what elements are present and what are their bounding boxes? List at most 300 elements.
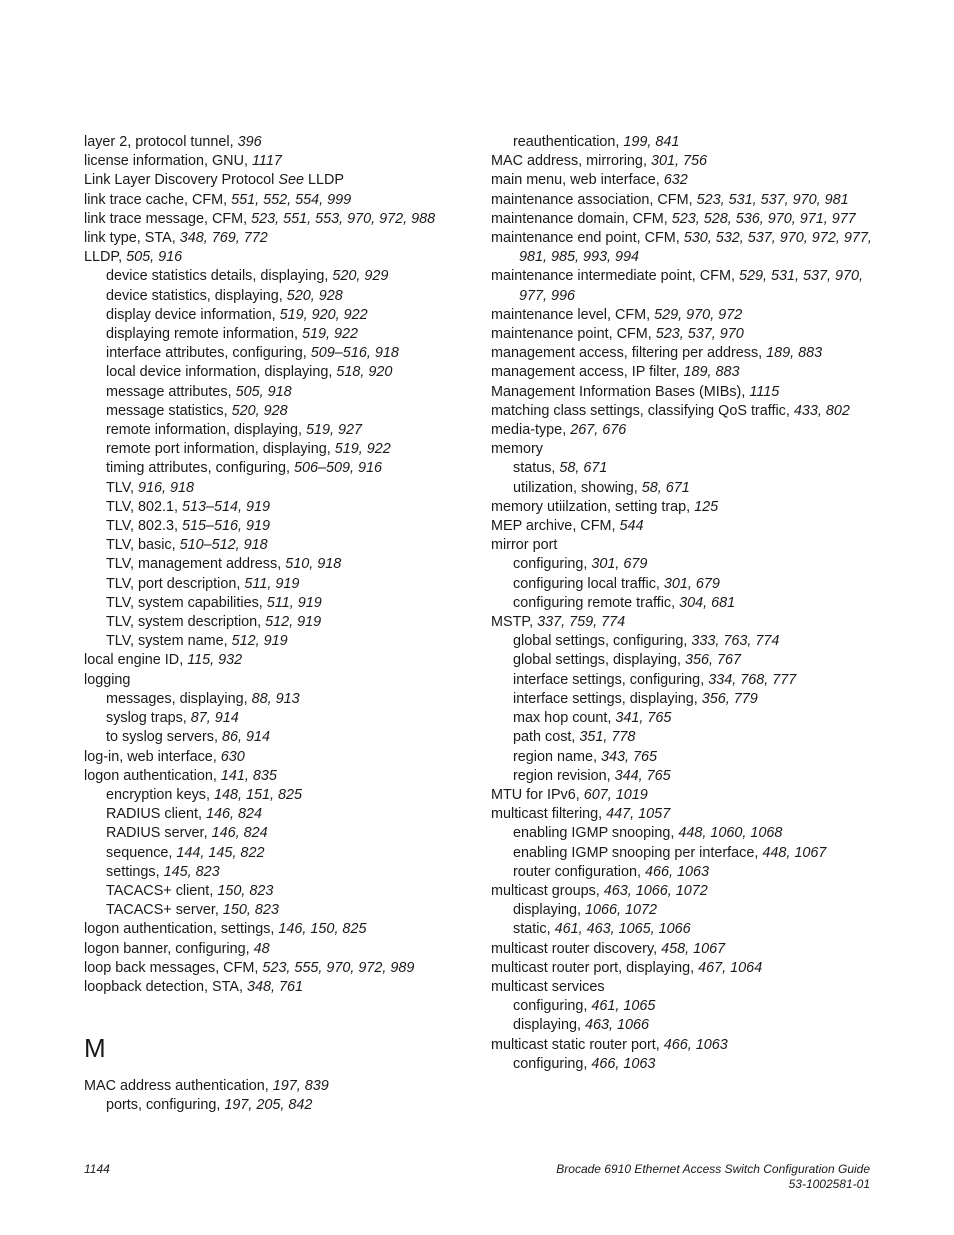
index-subentry (84, 363, 504, 382)
page-references: 511, 919 (244, 575, 300, 592)
page-references: 356, 767 (685, 652, 742, 669)
index-separator: , (670, 825, 675, 842)
index-subentry (84, 383, 504, 402)
index-term: to syslog servers (106, 729, 214, 746)
index-entry (491, 306, 891, 325)
index-subentry (491, 632, 891, 651)
index-term: configuring (513, 556, 584, 573)
index-separator: , (615, 134, 620, 150)
index-separator: , (683, 633, 688, 650)
index-entry (84, 1077, 504, 1096)
index-entry (491, 882, 891, 901)
index-term: TLV, system name (106, 633, 224, 650)
index-term: remote port information, displaying (106, 441, 327, 458)
page-references: 144, 145, 822 (176, 844, 265, 861)
page-references: 58, 671 (559, 460, 608, 477)
index-separator: , (690, 959, 695, 976)
index-entry (491, 1036, 891, 1055)
index-subentry (491, 479, 891, 498)
index-subentry (491, 863, 891, 882)
page-references: 463, 1066 (585, 1017, 650, 1034)
page-references: 343, 765 (601, 748, 658, 765)
index-separator: , (583, 998, 588, 1015)
page-references: 301, 679 (591, 556, 648, 573)
page-references: 146, 824 (211, 825, 268, 842)
page-references: 515–516, 919 (182, 518, 271, 535)
index-entry (491, 805, 891, 824)
index-subentry (84, 555, 504, 574)
index-separator: , (238, 978, 243, 995)
index-subentry (491, 133, 891, 152)
index-separator: , (551, 460, 556, 477)
page-references: 529, 970, 972 (654, 306, 743, 323)
page-references: 523, 555, 970, 972, 989 (262, 959, 415, 976)
page-references: 301, 756 (650, 153, 707, 170)
index-separator: , (243, 153, 248, 170)
page-references: 505, 916 (126, 249, 183, 266)
index-separator: , (174, 518, 179, 535)
index-separator: , (663, 210, 668, 227)
index-subentry (491, 844, 891, 863)
index-separator: , (258, 594, 263, 611)
page-references: 523, 531, 537, 970, 981 (696, 191, 849, 208)
index-subentry (84, 594, 504, 613)
index-separator: , (754, 844, 759, 861)
index-entry (491, 786, 891, 805)
index-term: path cost (513, 729, 572, 746)
page-references: 519, 922 (301, 326, 359, 343)
page-references: 267, 676 (570, 422, 627, 439)
index-term: displaying (513, 1017, 577, 1034)
index-entry (84, 191, 504, 210)
index-term: maintenance point, CFM (491, 326, 648, 343)
index-term: logging (84, 671, 131, 688)
index-separator: , (205, 786, 210, 803)
index-term: device statistics, displaying (106, 287, 279, 304)
index-subentry (491, 901, 891, 920)
index-separator: , (328, 364, 333, 381)
page-references: 304, 681 (679, 594, 736, 611)
document-title: Brocade 6910 Ethernet Access Switch Configuration Guide (556, 1162, 870, 1176)
page-references: 520, 928 (286, 287, 343, 304)
index-separator: , (236, 575, 241, 592)
index-separator: , (577, 1017, 581, 1034)
index-subentry (491, 651, 891, 670)
index-entry (84, 959, 504, 978)
index-subentry (84, 575, 504, 594)
page-references: 512, 919 (231, 633, 288, 650)
page-references: 189, 883 (766, 345, 823, 362)
page-references: 519, 927 (305, 422, 363, 439)
page-references: 145, 823 (163, 863, 220, 880)
index-separator: , (655, 575, 660, 592)
index-entry (491, 536, 891, 555)
index-separator: , (637, 863, 641, 880)
index-separator: , (155, 863, 160, 880)
page-references: 509–516, 918 (310, 345, 399, 362)
index-entry (84, 651, 504, 670)
index-separator: , (571, 729, 576, 746)
index-term: multicast groups (491, 882, 596, 899)
page-references: 518, 920 (336, 364, 393, 381)
index-entry (491, 421, 891, 440)
page-references: 513–514, 919 (182, 498, 271, 515)
index-term: link trace message, CFM (84, 210, 244, 227)
index-subentry (84, 306, 504, 325)
page-references: 146, 824 (205, 806, 262, 823)
page-references: 630 (220, 748, 245, 765)
index-term: MSTP (491, 614, 530, 631)
page-references: 396 (237, 134, 262, 150)
page-references: 523, 528, 536, 970, 971, 977 (671, 210, 856, 227)
index-term: displaying remote information (106, 326, 294, 343)
index-separator: , (593, 748, 597, 765)
index-entry (491, 267, 891, 305)
index-entry (491, 440, 891, 459)
page-references: 341, 765 (615, 710, 672, 727)
index-term: TACACS+ client (106, 882, 210, 899)
index-separator: , (171, 230, 176, 247)
page-references: 86, 914 (221, 729, 270, 746)
index-term: enabling IGMP snooping (513, 825, 671, 842)
index-term: TLV, management address (106, 556, 278, 573)
document-footer (556, 1162, 870, 1192)
index-subentry (491, 459, 891, 478)
page-references: 510, 918 (285, 556, 342, 573)
page-references: 150, 823 (222, 902, 279, 919)
index-subentry (84, 325, 504, 344)
index-separator: , (529, 614, 534, 631)
index-term: multicast router port, displaying (491, 959, 691, 976)
index-separator: , (264, 1078, 269, 1095)
page-references: 505, 918 (235, 383, 292, 400)
index-subentry (491, 728, 891, 747)
index-term: maintenance association, CFM (491, 191, 689, 208)
index-separator: , (598, 806, 603, 823)
page-references: 141, 835 (220, 767, 277, 784)
index-term: multicast router discovery (491, 940, 654, 957)
index-separator: , (583, 556, 588, 573)
index-separator: , (174, 498, 179, 515)
index-subentry (84, 786, 504, 805)
index-term: MEP archive, CFM (491, 518, 612, 535)
page-references: 197, 839 (272, 1078, 329, 1095)
index-subentry (84, 613, 504, 632)
index-entry (491, 363, 891, 382)
index-term: MAC address, mirroring (491, 153, 643, 170)
index-separator: , (326, 441, 331, 458)
index-term: local engine ID (84, 652, 180, 669)
index-separator: , (653, 940, 658, 957)
index-subentry (491, 575, 891, 594)
index-separator: , (245, 940, 250, 957)
index-term: loopback detection, STA (84, 978, 239, 995)
index-term: MTU for IPv6 (491, 786, 576, 803)
index-term: log-in, web interface (84, 748, 213, 765)
index-term: message attributes (106, 383, 228, 400)
index-letter-heading: M (84, 1033, 106, 1064)
index-separator: , (647, 326, 652, 343)
index-entry (84, 171, 504, 190)
index-separator: , (611, 518, 616, 535)
page-number-text: 1144 (84, 1162, 110, 1176)
index-separator: , (285, 460, 290, 477)
page-references: 1117 (251, 153, 282, 170)
index-separator: , (257, 614, 262, 631)
index-subentry (84, 709, 504, 728)
index-term: TLV, system capabilities (106, 594, 259, 611)
index-separator: , (213, 729, 218, 746)
index-term: configuring (513, 998, 584, 1015)
index-entry (491, 402, 891, 421)
index-subentry (84, 805, 504, 824)
index-term: RADIUS client (106, 806, 198, 823)
index-entry (84, 671, 504, 690)
page-references: 348, 761 (246, 978, 303, 995)
index-entry (491, 325, 891, 344)
index-entry (84, 152, 504, 171)
index-subentry (84, 690, 504, 709)
index-separator: , (741, 383, 746, 400)
index-term: memory utiilzation, setting trap (491, 498, 687, 515)
page-references: 607, 1019 (583, 786, 648, 803)
index-subentry (84, 901, 504, 920)
index-subentry (84, 863, 504, 882)
page-references: 58, 671 (641, 479, 690, 496)
index-term: status (513, 460, 552, 477)
index-separator: , (223, 633, 228, 650)
index-term: region name (513, 748, 593, 765)
page-references: 512, 919 (265, 614, 322, 631)
index-entry (84, 978, 504, 997)
index-term: memory (491, 441, 543, 458)
index-term: TACACS+ server (106, 902, 215, 919)
index-separator: , (130, 479, 135, 496)
page-references: 448, 1060, 1068 (678, 825, 783, 842)
document-number: 53-1002581-01 (788, 1177, 870, 1191)
index-term: TLV, 802.3 (106, 518, 175, 535)
page-references: 544 (619, 518, 644, 535)
index-separator: , (562, 422, 567, 439)
index-term: TLV, basic (106, 537, 172, 554)
index-term: management access, filtering per address (491, 345, 759, 362)
index-entry (84, 748, 504, 767)
index-term: TLV, system description (106, 614, 258, 631)
index-term: interface attributes, configuring (106, 345, 303, 362)
index-term: TLV, 802.1 (106, 498, 175, 515)
index-separator: , (575, 786, 580, 803)
index-term: logon authentication (84, 767, 213, 784)
page-references: 463, 1066, 1072 (603, 882, 708, 899)
page-references: 448, 1067 (762, 844, 827, 861)
index-separator: , (212, 767, 217, 784)
page-references: 519, 920, 922 (279, 306, 368, 323)
page-references: 916, 918 (138, 479, 195, 496)
index-subentry (491, 1055, 891, 1074)
index-term: multicast filtering (491, 806, 599, 823)
index-separator: , (655, 1036, 660, 1053)
index-separator: , (675, 364, 680, 381)
index-separator: , (633, 479, 638, 496)
index-term: settings (106, 863, 156, 880)
index-term: configuring local traffic (513, 575, 656, 592)
index-term: global settings, displaying (513, 652, 677, 669)
index-term: LLDP (84, 249, 119, 266)
index-subentry (491, 824, 891, 843)
index-term: sequence (106, 844, 169, 861)
index-separator: , (223, 191, 228, 208)
index-term: main menu, web interface (491, 172, 656, 189)
page-references: 461, 463, 1065, 1066 (554, 921, 691, 938)
index-separator: , (197, 806, 202, 823)
index-entry (491, 517, 891, 536)
index-entry (491, 210, 891, 229)
index-separator: , (270, 921, 275, 938)
page-references: 529, 531, 537, 970, 977, 996 (519, 268, 863, 304)
see-target: LLDP (307, 172, 344, 189)
index-separator: , (212, 748, 217, 765)
index-term: router configuration (513, 863, 637, 880)
index-term: max hop count (513, 710, 608, 727)
index-entry (491, 229, 891, 267)
index-term: reauthentication (513, 134, 616, 150)
index-separator: , (607, 710, 612, 727)
index-entry (491, 191, 891, 210)
page-references: 87, 914 (190, 710, 239, 727)
index-separator: , (171, 537, 176, 554)
page-references: 334, 768, 777 (708, 671, 797, 688)
page-references: 88, 913 (251, 690, 300, 707)
page-references: 551, 552, 554, 999 (231, 191, 352, 208)
index-term: syslog traps (106, 710, 183, 727)
index-subentry (84, 728, 504, 747)
page-references: 301, 679 (663, 575, 720, 592)
index-separator: , (583, 1055, 588, 1072)
index-column-left (84, 133, 504, 1116)
index-term: media-type (491, 422, 563, 439)
page-references: 115, 932 (187, 652, 243, 669)
index-separator: , (254, 959, 259, 976)
index-subentry (84, 882, 504, 901)
page-references: 433, 802 (793, 402, 850, 419)
index-term: logon banner, configuring (84, 940, 246, 957)
index-term: RADIUS server (106, 825, 204, 842)
page-references: 1115 (749, 383, 780, 400)
page-references: 351, 778 (579, 729, 636, 746)
index-subentry (84, 632, 504, 651)
index-entry (491, 613, 891, 632)
index-separator: , (182, 710, 187, 727)
index-subentry (491, 1016, 891, 1035)
index-separator: , (730, 268, 735, 285)
index-term: maintenance end point, CFM (491, 230, 676, 247)
page-references: 199, 841 (623, 134, 680, 150)
index-separator: , (179, 652, 184, 669)
page-references: 333, 763, 774 (691, 633, 780, 650)
index-term: message statistics (106, 402, 224, 419)
index-separator: , (214, 902, 219, 919)
index-subentry (84, 267, 504, 286)
index-entry (491, 978, 891, 997)
index-separator: , (293, 326, 298, 343)
index-entry (84, 229, 504, 248)
index-entry (491, 344, 891, 363)
page-references: 519, 922 (334, 441, 391, 458)
index-separator: , (302, 345, 307, 362)
index-separator: , (223, 402, 228, 419)
index-separator: , (577, 902, 581, 919)
page-references: 523, 551, 553, 970, 972, 988 (251, 210, 436, 227)
page-number (84, 1162, 110, 1177)
index-term: configuring (513, 1055, 584, 1072)
index-separator: , (243, 690, 248, 707)
page-references: 467, 1064 (698, 959, 763, 976)
index-subentry (84, 459, 504, 478)
index-term: multicast services (491, 978, 605, 995)
page-references: 510–512, 918 (179, 537, 268, 554)
index-separator: , (655, 172, 660, 189)
page-references: 1066, 1072 (585, 902, 658, 919)
index-term: configuring remote traffic (513, 594, 672, 611)
index-separator: , (277, 556, 282, 573)
page-references: 466, 1063 (591, 1055, 656, 1072)
index-term: local device information, displaying (106, 364, 329, 381)
index-term: device statistics details, displaying (106, 268, 325, 285)
index-separator: , (297, 422, 302, 439)
index-subentry (84, 440, 504, 459)
index-term: timing attributes, configuring (106, 460, 286, 477)
index-entry (491, 383, 891, 402)
index-subentry (491, 767, 891, 786)
index-term: messages, displaying (106, 690, 244, 707)
index-separator: , (675, 230, 680, 247)
page-references: 189, 883 (683, 364, 740, 381)
index-separator: , (168, 844, 173, 861)
index-term: displaying (513, 902, 577, 919)
index-separator: , (677, 652, 681, 669)
index-term: global settings, configuring (513, 633, 684, 650)
index-term: multicast static router port (491, 1036, 656, 1053)
index-subentry (84, 479, 504, 498)
index-subentry (491, 709, 891, 728)
index-subentry (84, 344, 504, 363)
index-separator: , (203, 825, 208, 842)
index-term: link trace cache, CFM (84, 191, 224, 208)
index-separator: , (686, 498, 691, 515)
page-references: 344, 765 (614, 767, 671, 784)
index-term: display device information (106, 306, 272, 323)
index-subentry (84, 536, 504, 555)
index-term: logon authentication, settings (84, 921, 271, 938)
page-references: 523, 537, 970 (655, 326, 744, 343)
index-subentry (491, 594, 891, 613)
page-references: 125 (694, 498, 719, 515)
index-subentry (491, 920, 891, 939)
page-references: 146, 150, 825 (278, 921, 367, 938)
index-term: TLV, port description (106, 575, 237, 592)
index-term: layer 2, protocol tunnel (84, 134, 230, 150)
index-term: ports, configuring (106, 1097, 217, 1114)
index-entry (84, 133, 504, 152)
index-separator: , (209, 882, 214, 899)
index-term: Management Information Bases (MIBs) (491, 383, 742, 400)
index-term: region revision (513, 767, 607, 784)
index-separator: , (693, 690, 698, 707)
page-references: 506–509, 916 (293, 460, 383, 477)
index-term: link type, STA (84, 230, 172, 247)
index-subentry (84, 517, 504, 536)
page-references: 197, 205, 842 (224, 1097, 313, 1114)
